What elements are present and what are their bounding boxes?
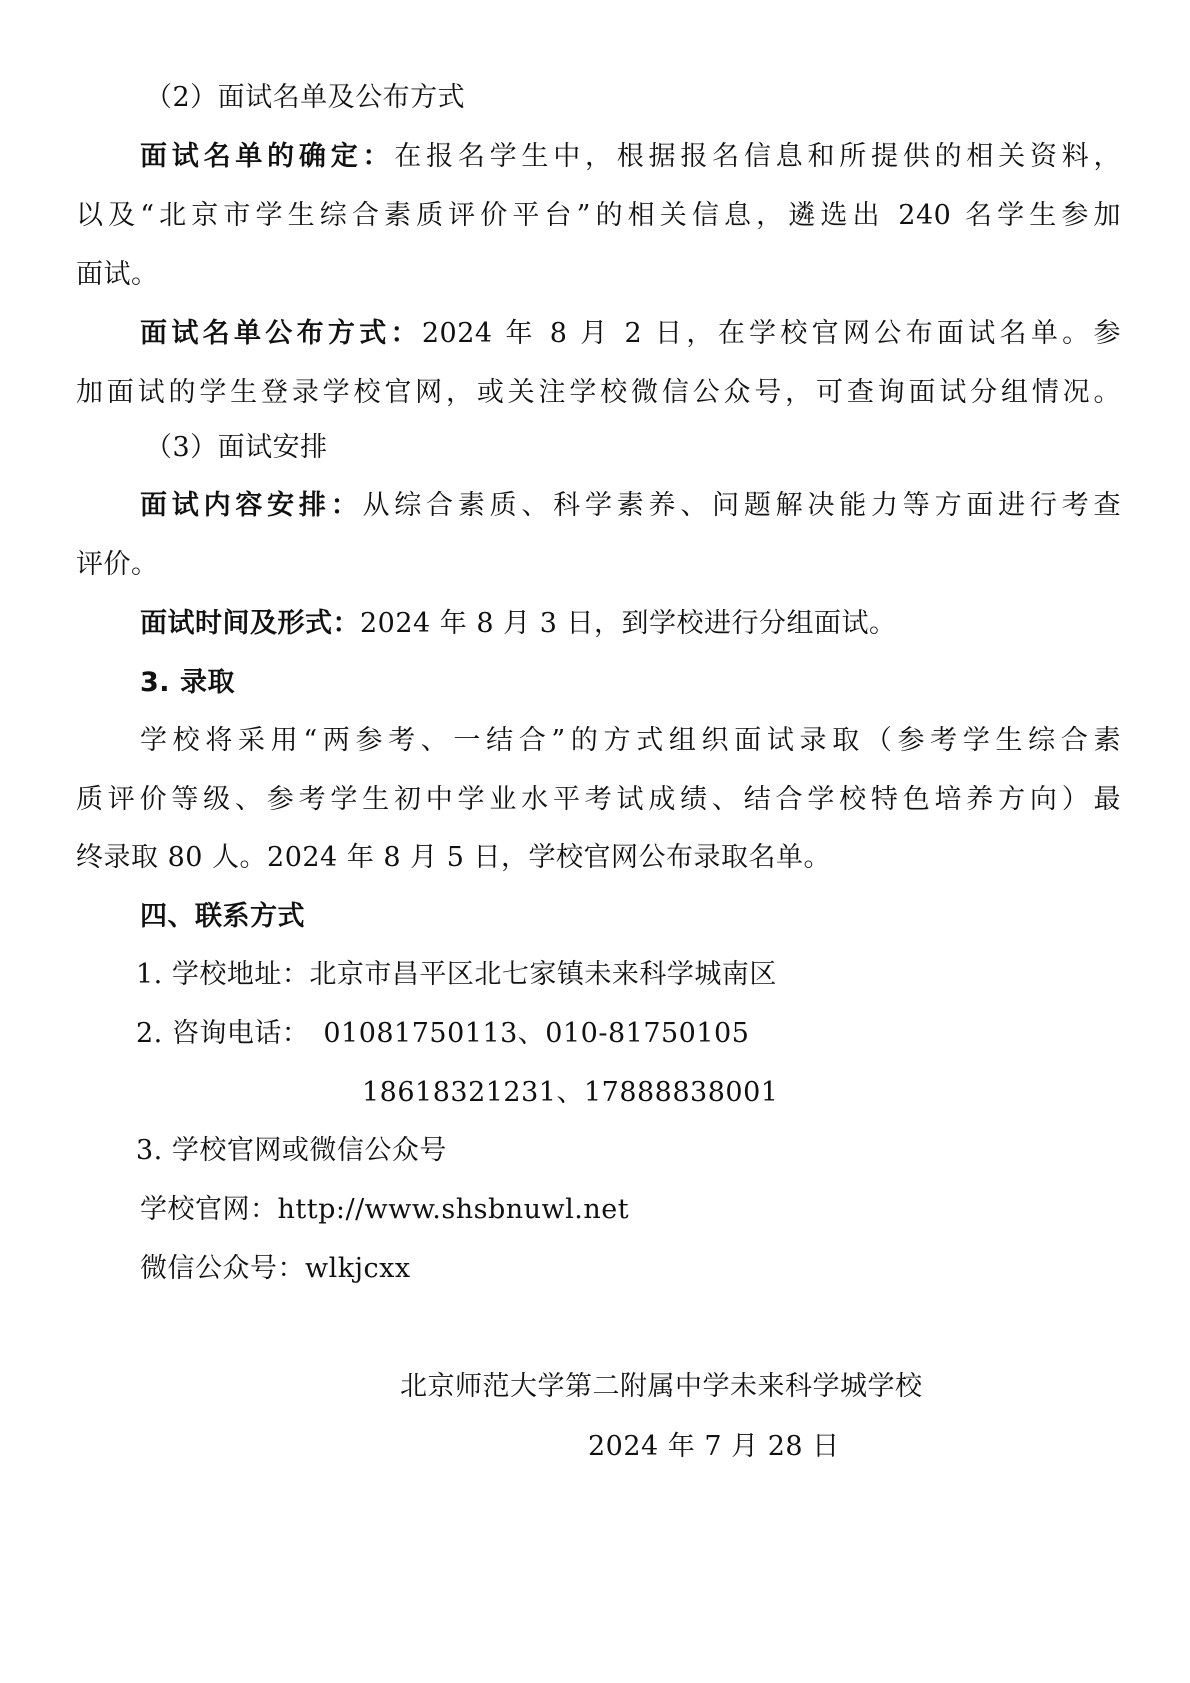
list-determination-line3: 面试。 bbox=[76, 259, 159, 290]
contact-wechat: 微信公众号：wlkjcxx bbox=[140, 1253, 411, 1284]
admission-line1: 学校将采用“两参考、一结合”的方式组织面试录取（参考学生综合素 bbox=[140, 725, 1121, 756]
list-determination-text1: 在报名学生中，根据报名信息和所提供的相关资料， bbox=[394, 141, 1122, 172]
list-publication-line1 bbox=[140, 314, 1121, 354]
list-determination-line2: 以及“北京市学生综合素质评价平台”的相关信息，遴选出 240 名学生参加 bbox=[76, 200, 1121, 231]
contact-phone-numbers1: 01081750113、010-81750105 bbox=[323, 1018, 750, 1049]
contact-address: 1. 学校地址：北京市昌平区北七家镇未来科学城南区 bbox=[136, 959, 777, 990]
arrangement-heading: （3）面试安排 bbox=[145, 432, 328, 463]
content-line2: 评价。 bbox=[76, 549, 159, 580]
signature-date: 2024 年 7 月 28 日 bbox=[588, 1431, 840, 1462]
content-line1 bbox=[140, 486, 1121, 526]
content-label: 面试内容安排： bbox=[140, 490, 363, 521]
admission-heading: 3. 录取 bbox=[140, 667, 235, 698]
contact-heading: 四、联系方式 bbox=[140, 901, 305, 932]
list-determination-label: 面试名单的确定： bbox=[140, 141, 395, 172]
time-form-text: 2024 年 8 月 3 日，到学校进行分组面试。 bbox=[360, 608, 897, 639]
contact-phone-numbers2: 18618321231、17888838001 bbox=[362, 1077, 779, 1108]
list-publication-text1: 2024 年 8 月 2 日，在学校官网公布面试名单。参 bbox=[421, 318, 1122, 349]
list-determination-line1 bbox=[140, 137, 1121, 177]
admission-line2: 质评价等级、参考学生初中学业水平考试成绩、结合学校特色培养方向）最 bbox=[76, 784, 1121, 815]
contact-phone-line1 bbox=[136, 1014, 1181, 1054]
admission-line3: 终录取 80 人。2024 年 8 月 5 日，学校官网公布录取名单。 bbox=[76, 842, 832, 873]
signature-school: 北京师范大学第二附属中学未来科学城学校 bbox=[400, 1371, 923, 1402]
list-publication-label: 面试名单公布方式： bbox=[140, 318, 422, 349]
list-publication-line2: 加面试的学生登录学校官网，或关注学校微信公众号，可查询面试分组情况。 bbox=[76, 377, 1121, 408]
contact-website: 学校官网：http://www.shsbnuwl.net bbox=[140, 1194, 630, 1225]
contact-phone-label: 2. 咨询电话： bbox=[136, 1018, 310, 1049]
content-text1: 从综合素质、科学素养、问题解决能力等方面进行考查 bbox=[362, 490, 1121, 521]
interview-heading: （2）面试名单及公布方式 bbox=[145, 82, 466, 113]
contact-website-heading: 3. 学校官网或微信公众号 bbox=[136, 1135, 447, 1166]
time-form-line bbox=[140, 604, 1121, 644]
time-form-label: 面试时间及形式： bbox=[140, 608, 360, 639]
